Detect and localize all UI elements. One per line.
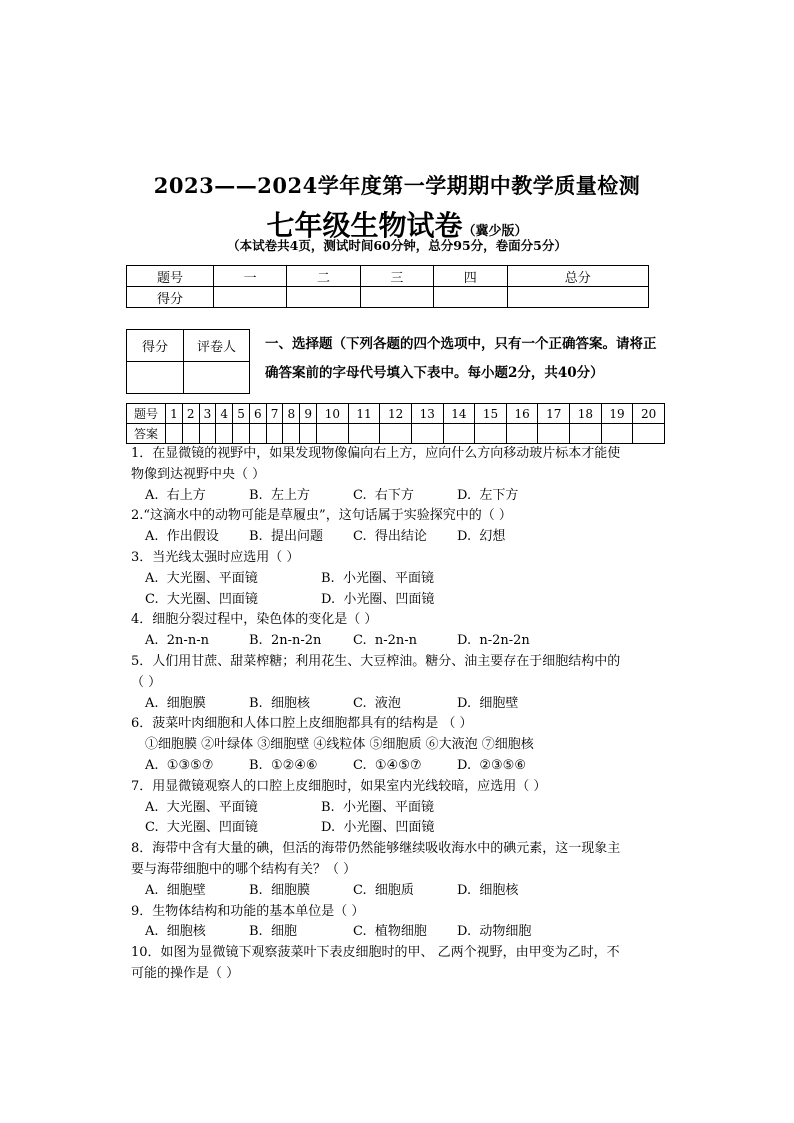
answer-option[interactable]: D. n-2n-2n [457,633,530,649]
answer-cell [182,424,199,444]
answer-cell [216,424,233,444]
answer-number-cell: 7 [266,404,283,424]
question-item [131,610,671,652]
answer-option[interactable]: A. 大光圈、平面镜 [145,799,258,815]
score-table [126,265,649,308]
question-text: 9．生物体结构和功能的基本单位是（ ） [131,903,365,919]
answer-option[interactable]: D. 小光圈、凹面镜 [321,591,435,607]
score-cell [360,287,433,308]
answer-row-label: 题号 [127,404,166,424]
question-item [131,714,671,776]
answer-cell [411,424,443,444]
answer-number-cell: 5 [233,404,250,424]
answer-cell [475,424,507,444]
answer-number-cell: 20 [633,404,665,424]
answer-option[interactable]: C. n-2n-n [353,633,418,649]
question-item [131,902,671,944]
grader-name-label: 评卷人 [184,330,250,362]
answer-number-cell: 17 [538,404,570,424]
exam-note: （本试卷共4页，测试时间60分钟，总分95分，卷面分5分） [227,238,567,253]
question-text: 8．海带中含有大量的碘，但活的海带仍然能够继续吸收海水中的碘元素，这一现象主 [131,841,621,857]
answer-row-label: 答案 [127,424,166,444]
answer-option[interactable]: C. 细胞质 [353,882,414,898]
question-item [131,548,671,610]
answer-number-cell: 10 [317,404,349,424]
score-row-label: 得分 [127,287,214,308]
question-text: 可能的操作是（ ） [131,965,240,981]
score-col-header: 题号 [127,266,214,287]
answer-table [126,403,665,444]
answer-number-cell: 14 [443,404,475,424]
answer-option[interactable]: C. 大光圈、凹面镜 [145,820,258,836]
answer-cell [283,424,300,444]
grader-name-cell [184,362,250,394]
answer-option[interactable]: C. 得出结论 [353,529,427,545]
grader-score-label: 得分 [127,330,184,362]
answer-option[interactable]: B. 小光圈、平面镜 [321,570,434,586]
answer-cell [249,424,266,444]
answer-cell [633,424,665,444]
question-item [131,652,671,714]
score-col-header: 三 [360,266,433,287]
answer-option[interactable]: B. 细胞核 [249,695,310,711]
answer-cell [199,424,216,444]
question-text: 1．在显微镜的视野中，如果发现物像偏向右上方，应向什么方向移动玻片标本才能使 [131,446,621,461]
answer-number-cell: 6 [249,404,266,424]
answer-number-cell: 15 [475,404,507,424]
subject-title: 七年级生物试卷 [266,209,463,242]
answer-number-cell: 2 [182,404,199,424]
answer-option[interactable]: D. ②③⑤⑥ [457,757,526,773]
score-col-header: 总分 [507,266,649,287]
score-cell [434,287,507,308]
answer-cell [233,424,250,444]
answer-option[interactable]: A. 作出假设 [145,529,219,545]
answer-option[interactable]: C. 大光圈、凹面镜 [145,591,258,607]
answer-cell [300,424,317,444]
answer-option[interactable]: B. 小光圈、平面镜 [321,799,434,815]
question-item [131,506,671,548]
answer-option[interactable]: D. 细胞壁 [457,695,519,711]
answer-number-cell: 13 [411,404,443,424]
question-text: 要与海带细胞中的哪个结构有关？（ ） [131,861,357,877]
question-text: 3．当光线太强时应选用（ ） [131,549,300,565]
question-text: 2.“这滴水中的动物可能是草履虫”，这句话属于实验探究中的（ ） [131,508,512,524]
answer-option[interactable]: C. 右下方 [353,487,414,503]
answer-cell [538,424,570,444]
answer-number-cell: 18 [570,404,602,424]
answer-number-cell: 12 [380,404,412,424]
question-text: ①细胞膜 ②叶绿体 ③细胞壁 ④线粒体 ⑤细胞质 ⑥大液泡 ⑦细胞核 [145,737,534,753]
answer-option[interactable]: B. 细胞膜 [249,882,310,898]
answer-option[interactable]: B. 细胞 [249,924,297,940]
question-item [131,777,671,839]
answer-cell [570,424,602,444]
answer-cell [601,424,633,444]
score-cell [287,287,360,308]
answer-number-cell: 11 [348,404,380,424]
question-text: 物像到达视野中央（ ） [131,466,266,482]
answer-option[interactable]: D. 细胞核 [457,882,519,898]
answer-option[interactable]: D. 左下方 [457,487,519,503]
question-text: 6．菠菜叶肉细胞和人体口腔上皮细胞都具有的结构是 （ ） [131,716,473,732]
question-item [131,444,671,506]
score-col-header: 二 [287,266,360,287]
answer-cell [380,424,412,444]
grader-table [126,329,250,394]
answer-option[interactable]: A. ①③⑤⑦ [145,757,214,773]
answer-option[interactable]: A. 大光圈、平面镜 [145,570,258,586]
question-text: 7．用显微镜观察人的口腔上皮细胞时，如果室内光线较暗，应选用（ ） [131,778,547,794]
answer-option[interactable]: D. 幻想 [457,529,506,545]
question-item [131,943,671,985]
answer-cell [506,424,538,444]
score-cell [507,287,649,308]
answer-option[interactable]: B. ①②④⑥ [249,757,318,773]
edition-label: （冀少版） [462,224,528,239]
answer-number-cell: 1 [166,404,183,424]
section-heading-line: 确答案前的字母代号填入下表中。每小题2分，共40分） [265,365,604,381]
answer-cell [317,424,349,444]
score-col-header: 一 [214,266,287,287]
answer-number-cell: 4 [216,404,233,424]
answer-number-cell: 9 [300,404,317,424]
answer-option[interactable]: D. 小光圈、凹面镜 [321,820,435,836]
answer-number-cell: 19 [601,404,633,424]
answer-option[interactable]: A. 右上方 [145,487,206,503]
answer-number-cell: 3 [199,404,216,424]
answer-cell [266,424,283,444]
question-item [131,839,671,901]
answer-option[interactable]: C. ①④⑤⑦ [353,757,422,773]
answer-option[interactable]: A. 细胞壁 [145,882,206,898]
question-text: 5．人们用甘蔗、甜菜榨糖；利用花生、大豆榨油。糖分、油主要存在于细胞结构中的 [131,653,621,669]
question-text: 4．细胞分裂过程中，染色体的变化是（ ） [131,612,378,628]
score-cell [214,287,287,308]
question-text: 10．如图为显微镜下观察菠菜叶下表皮细胞时的甲、 乙两个视野，由甲变为乙时，不 [131,945,620,961]
question-text: （ ） [131,674,162,690]
answer-cell [348,424,380,444]
section-heading [265,330,665,388]
answer-option[interactable]: D. 动物细胞 [457,924,532,940]
answer-option[interactable]: B. 左上方 [249,487,310,503]
exam-title: 2023——2024学年度第一学期期中教学质量检测 [153,173,641,198]
grader-score-cell [127,362,184,394]
answer-option[interactable]: C. 植物细胞 [353,924,427,940]
section-heading-line: 一、选择题（下列各题的四个选项中，只有一个正确答案。请将正 [265,336,657,352]
score-col-header: 四 [434,266,507,287]
answer-number-cell: 16 [506,404,538,424]
answer-cell [166,424,183,444]
answer-number-cell: 8 [283,404,300,424]
answer-option[interactable]: C. 液泡 [353,695,401,711]
answer-option[interactable]: B. 2n-n-2n [249,633,322,649]
answer-option[interactable]: A. 2n-n-n [145,633,209,649]
answer-option[interactable]: A. 细胞膜 [145,695,206,711]
question-list [131,444,671,985]
answer-option[interactable]: B. 提出问题 [249,529,323,545]
answer-cell [443,424,475,444]
answer-option[interactable]: A. 细胞核 [145,924,206,940]
